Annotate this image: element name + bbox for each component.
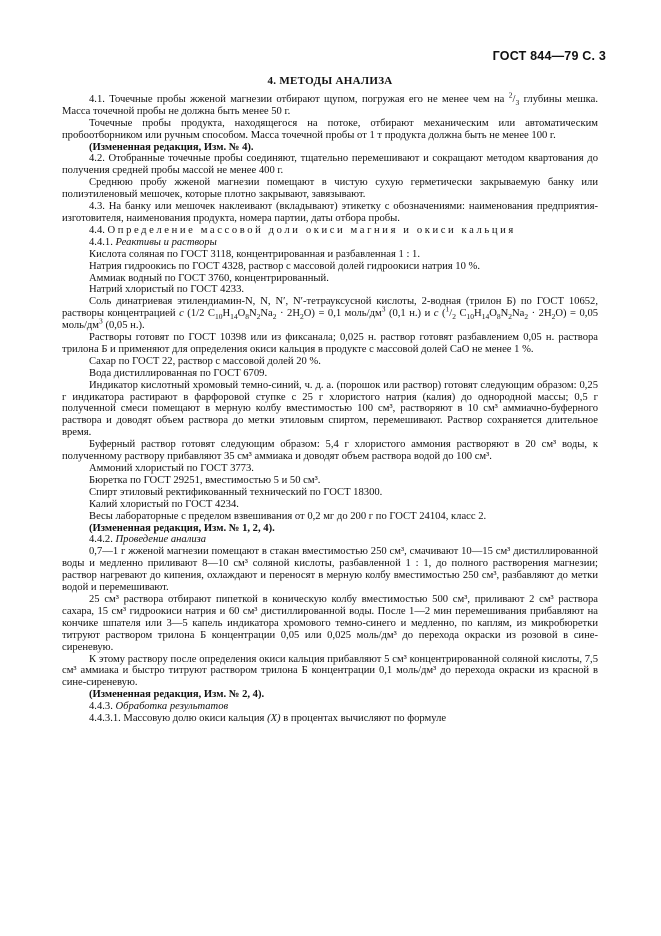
reagent-naoh: Натрия гидроокись по ГОСТ 4328, раствор с массовой долей гидроокиси натрия 10 %.	[89, 260, 481, 272]
amendment-note: (Измененная редакция, Изм. № 4).	[89, 141, 254, 153]
reagent-ethanol: Спирт этиловый ректификованный технический по ГОСТ 18300.	[89, 486, 383, 498]
paragraph-4-4-3-1: 4.4.3.1. Массовую долю окиси кальция (X) в процентах вычисляют по формуле	[89, 713, 447, 725]
paragraph-4-3: 4.3. На банку или мешочек наклеивают (вкладывают) этикетку с обозначениями: наименования предприятия-изготовителя, наименования продукта, номера партии, даты отбора пробы.	[62, 201, 598, 224]
paragraph-4-2: 4.2. Отобранные точечные пробы соединяют, тщательно перемешивают и сокращают методом квартования до получения средней пробы массой не менее 400 г.	[62, 153, 598, 177]
reagent-buffer: Буферный раствор готовят следующим образом: 5,4 г хлористого аммония растворяют в 20 см³ воды, к полученному раствору прибавляют 35 см³ аммиака и доводят объем раствора водой до 100 см³.	[62, 439, 598, 463]
amendment-note: (Измененная редакция, Изм. № 1, 2, 4).	[89, 522, 275, 534]
reagent-kcl: Калий хлористый по ГОСТ 4234.	[89, 498, 239, 510]
section-title: 4. МЕТОДЫ АНАЛИЗА	[267, 75, 393, 87]
paragraph-4-4-3: 4.4.3. Обработка результатов	[89, 701, 229, 713]
reagent-ammonia: Аммиак водный по ГОСТ 3760, концентрированный.	[89, 272, 329, 284]
page-content	[62, 76, 598, 725]
paragraph-average-sample: Среднюю пробу жженой магнезии помещают в чистую сухую герметически закрываемую банку или полиэтиленовый мешочек, которые плотно закрывают, завязывают.	[62, 177, 598, 201]
equipment-burette: Бюретка по ГОСТ 29251, вместимостью 5 и 50 см³.	[89, 474, 321, 486]
amendment-note: (Измененная редакция, Изм. № 2, 4).	[89, 689, 265, 701]
paragraph-flow-sampling: Точечные пробы продукта, находящегося на потоке, отбирают механическим или автоматическим пробоотборником или ручным способом. Масса точечной пробы от 1 т продукта должна быть не менее 100 г.	[62, 117, 598, 141]
paragraph-dissolution: 0,7—1 г жженой магнезии помещают в стакан вместимостью 250 см³, смачивают 10—15 см³ дистиллированной воды и медленно приливают 8—10 см³ соляной кислоты, разбавленной 1 : 1, до полного растворения магнезии; раствор нагревают до кипения, охлаждают и переносят в мерную колбу вместимостью 250 см³, разбавляют до метки водой и перемешивают.	[62, 546, 598, 594]
paragraph-4-4-1: 4.4.1. Реактивы и растворы	[89, 236, 217, 248]
reagent-ammonium-chloride: Аммоний хлористый по ГОСТ 3773.	[89, 463, 254, 474]
paragraph-solutions: Растворы готовят по ГОСТ 10398 или из фиксанала; 0,025 н. раствор готовят разбавлением 0,05 н. раствора трилона Б и применяют для определения окиси кальция в продукте с массовой долей CaO не менее 1 %.	[62, 332, 598, 355]
reagent-nacl: Натрий хлористый по ГОСТ 4233.	[89, 284, 245, 296]
paragraph-titration-calcium: 25 см³ раствора отбирают пипеткой в коническую колбу вместимостью 500 см³, приливают 2 см³ раствора сахара, 15 см³ гидроокиси натрия и 60 см³ дистиллированной воды. После 1—2 мин перемешивания прибавляют на кончике шпателя или 3—5 капель индикатора хромового темно-синего и медленно, по каплям, из микробюретки титруют раствором трилона Б концентрации 0,05 или 0,025 моль/дм³ до перехода окраски из розовой в сине-сиреневую.	[62, 593, 598, 653]
paragraph-4-4: 4.4. Определение массовой доли окиси магния и окиси кальция	[89, 224, 516, 236]
reagent-sugar: Сахар по ГОСТ 22, раствор с массовой долей 20 %.	[89, 355, 321, 367]
equipment-scales: Весы лабораторные с пределом взвешивания от 0,2 мг до 200 г по ГОСТ 24104, класс 2.	[89, 510, 487, 522]
reagent-trilon-b: Соль динатриевая этилендиамин-N, N, N′, N′-тетрауксусной кислоты, 2-водная (трилон Б) по ГОСТ 10652, растворы концентрацией c (1/2 $C_{10}H_{14}O_8N_2Na_2 \cdot 2H_2O) = 0,1$ моль/$дм^3$ (0,1 н.) и c ($^1/_2$ $C_{10}H_{14}O_8N_2Na_2 \cdot 2H_2O) = 0,05$ моль/$дм^3$ (0,05 н.).	[62, 296, 599, 332]
reagent-hcl: Кислота соляная по ГОСТ 3118, концентрированная и разбавленная 1 : 1.	[89, 248, 420, 260]
paragraph-4-4-2: 4.4.2. Проведение анализа	[89, 534, 207, 546]
reagent-water: Вода дистиллированная по ГОСТ 6709.	[89, 367, 268, 379]
page-header: ГОСТ 844—79 С. 3	[492, 49, 606, 63]
paragraph-titration-magnesium: К этому раствору после определения окиси кальция прибавляют 5 см³ концентрированной соляной кислоты, 7,5 см³ аммиака и быстро титруют раствором трилона Б концентрации 0,1 моль/дм³ до перехода окраски из красной в сине-сиреневую.	[62, 653, 598, 689]
reagent-indicator: Индикатор кислотный хромовый темно-синий, ч. д. а. (порошок или раствор) готовят следующим образом: 0,25 г индикатора растирают в фарфоровой ступке с 25 г хлористого натрия (калия) до однородной массы; 0,5 г полученной смеси помещают в мерную колбу вместимостью 100 см³, растворяют в 10 см³ аммиачно-буферного раствора и доводят объем раствора до метки этиловым спиртом, перемешивают. Раствор сохраняется длительное время.	[62, 379, 598, 439]
paragraph-4-1: 4.1. Точечные пробы жженой магнезии отбирают щупом, погружая его не менее чем на $^2/_3$ глубины мешка. Масса точечной пробы не должна быть менее 50 г.	[62, 90, 598, 117]
